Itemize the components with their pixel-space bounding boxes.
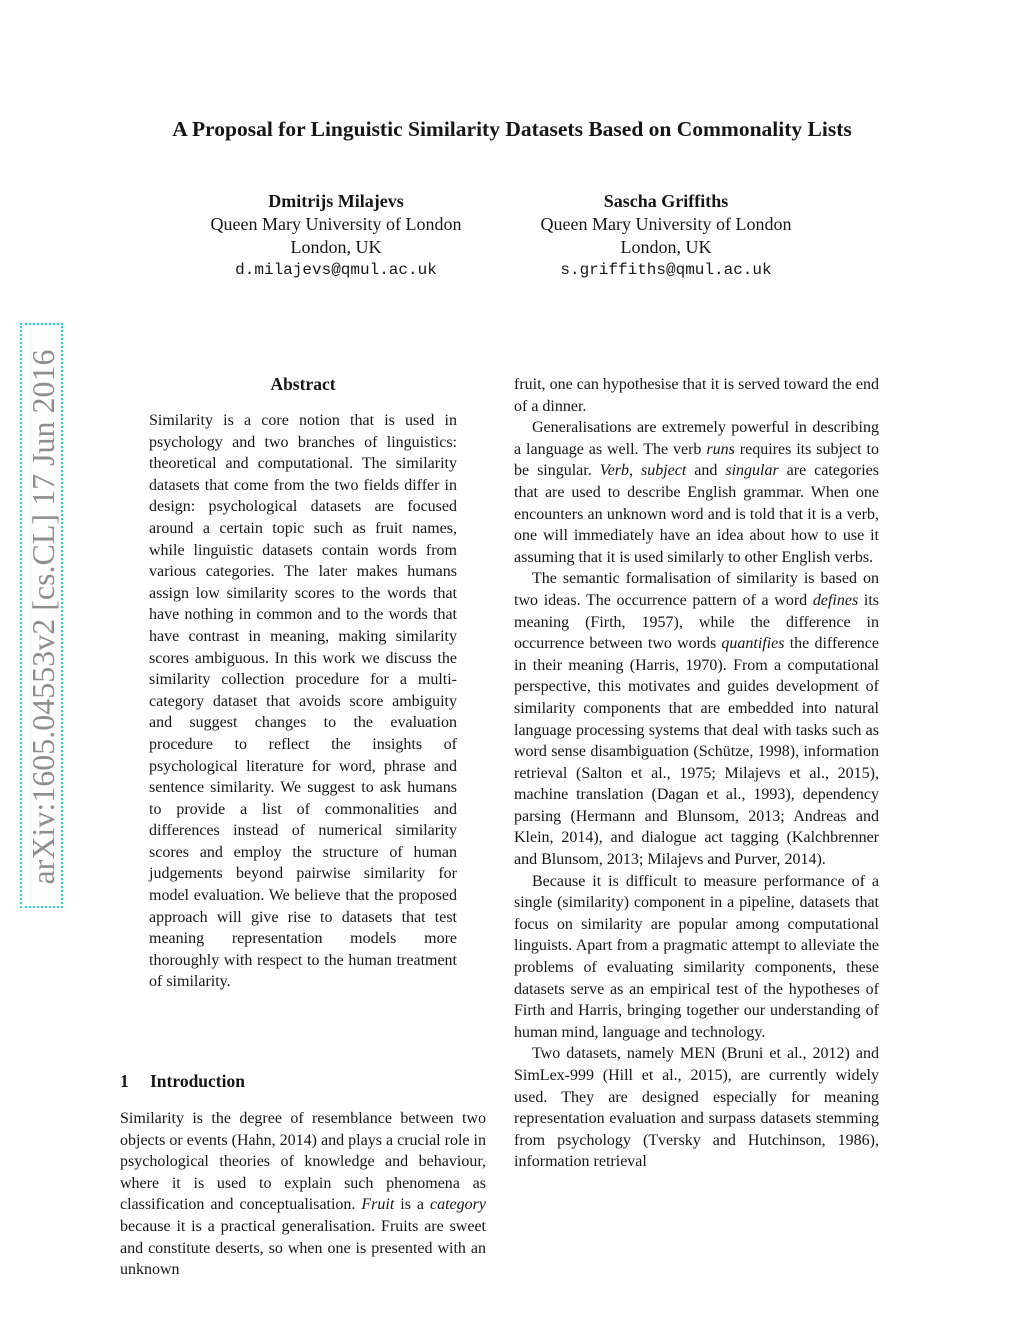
section-title: Introduction — [150, 1071, 245, 1091]
emph-runs: runs — [706, 440, 735, 458]
author-location: London, UK — [290, 237, 382, 257]
emph-fruit: Fruit — [361, 1196, 395, 1214]
paragraph-generalisations: Generalisations are extremely powerful in describing a language as well. The verb runs requires its subject to be singular. Verb, subject and singular are categories that are used to describe English grammar. When one encounters an unknown word and is told that it is a verb, one will immediately have an idea about how to use it assuming that it is used similarly to other English verbs. — [514, 419, 880, 566]
abstract-text: Similarity is a core notion that is used in psychology and two branches of linguistics: theoretical and computational. The similarity datasets that come from the two fields differ in design: psychological datasets are focused around a certain topic such as fruit names, while linguistic datasets contain words from various categories. The later makes humans assign low similarity scores to the words that have nothing in common and to the words that have contrast in meaning, making similarity scores ambiguous. In this work we discuss the similarity collection procedure for a multi-category dataset that avoids score ambiguity and suggest changes to the evaluation procedure to reflect the insights of psychological literature for word, phrase and sentence similarity. We suggest to ask humans to provide a list of commonalities and differences instead of numerical similarity scores and employ the structure of human judgements beyond pairwise similarity for model evaluation. We believe that the proposed approach will give rise to datasets that test meaning representation models more thoroughly with respect to the human treatment of similarity. — [149, 412, 457, 991]
author-location: London, UK — [620, 237, 712, 257]
author-name: Dmitrijs Milajevs — [268, 191, 404, 211]
author-affiliation: Queen Mary University of London — [540, 214, 792, 234]
emph-singular: singular — [725, 462, 779, 480]
arxiv-stamp: arXiv:1605.04553v2 [cs.CL] 17 Jun 2016 — [25, 349, 61, 885]
emph-subject: subject — [641, 462, 687, 480]
paragraph-continuation: fruit, one can hypothesise that it is served toward the end of a dinner. — [514, 376, 879, 415]
section-number: 1 — [120, 1071, 129, 1091]
paper-title: A Proposal for Linguistic Similarity Datasets Based on Commonality Lists — [172, 117, 852, 141]
author-affiliation: Queen Mary University of London — [210, 214, 462, 234]
paragraph-datasets: Because it is difficult to measure performance of a single (similarity) component in a pipeline, datasets that focus on similarity are popular among computational linguists. Apart from a pragmatic attempt to alleviate the problems of evaluating similarity components, these datasets serve as an empirical test of the hypotheses of Firth and Harris, bringing together our understanding of human mind, language and technology. — [514, 872, 879, 1041]
author-block-2 — [496, 190, 836, 282]
emph-category: category — [430, 1196, 486, 1214]
emph-verb: Verb — [599, 462, 630, 480]
emph-defines: defines — [812, 591, 859, 609]
intro-paragraph: Similarity is the degree of resemblance between two objects or events (Hahn, 2014) and plays a crucial role in psychological theories of knowledge and behaviour, where it is used to explain such phenomena as classification and conceptualisation. Fruit is a category because it is a practical generalisation. Fruits are sweet and constitute deserts, so when one is presented with an unknown — [120, 1110, 486, 1279]
emph-quantifies: quantifies — [721, 635, 785, 653]
paragraph-formalisation: The semantic formalisation of similarity is based on two ideas. The occurrence pattern of a word defines its meaning (Firth, 1957), while the difference in occurrence between two words quantifies the difference in their meaning (Harris, 1970). From a computational perspective, this motivates and guides development of similarity components that are embedded into natural language processing systems that deal with tasks such as word sense disambiguation (Schütze, 1998), information retrieval (Salton et al., 1975; Milajevs et al., 2015), machine translation (Dagan et al., 1993), dependency parsing (Hermann and Blunsom, 2013; Andreas and Klein, 2014), and dialogue act tagging (Kalchbrenner and Blunsom, 2013; Milajevs and Purver, 2014). — [514, 570, 879, 869]
section-heading — [120, 1070, 486, 1092]
author-name: Sascha Griffiths — [603, 191, 729, 211]
author-block-1 — [166, 190, 506, 282]
author-email: d.milajevs@qmul.ac.uk — [235, 261, 437, 279]
paragraph-men-simlex: Two datasets, namely MEN (Bruni et al., 2012) and SimLex-999 (Hill et al., 2015), are currently widely used. They are designed especially for meaning representation evaluation and surpass datasets stemming from psychology (Tversky and Hutchinson, 1986), information retrieval — [514, 1045, 879, 1171]
introduction-section — [120, 1070, 486, 1281]
abstract-heading: Abstract — [270, 374, 336, 394]
abstract-section — [149, 373, 457, 993]
arxiv-stamp-frame — [20, 323, 63, 908]
right-column — [514, 374, 879, 1173]
author-email: s.griffiths@qmul.ac.uk — [560, 261, 772, 279]
